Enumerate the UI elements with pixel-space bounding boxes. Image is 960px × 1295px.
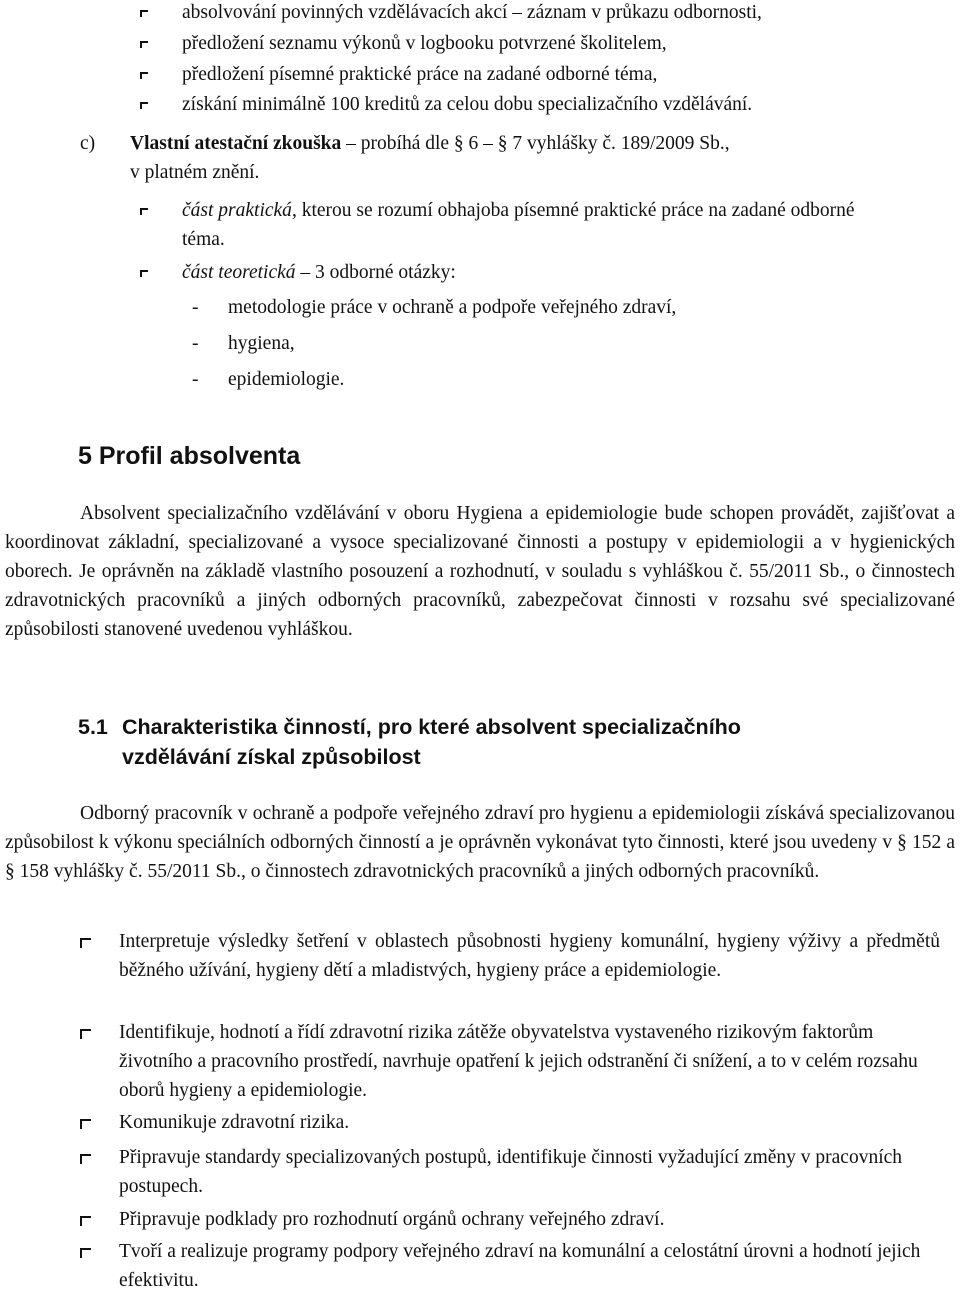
item-title: Vlastní atestační zkouška	[130, 133, 342, 154]
bullet-marker-icon	[140, 41, 148, 48]
item-label: c)	[80, 133, 96, 154]
dash-list-item: - hygiena,	[192, 333, 295, 354]
list-item: část teoretická – 3 odborné otázky:	[140, 258, 900, 287]
list-item: část praktická, kterou se rozumí obhajoba písemné praktické práce na zadané odborné téma.	[140, 196, 900, 254]
bullet-marker-icon	[80, 938, 91, 948]
bullet-marker-icon	[140, 270, 148, 277]
list-item: získání minimálně 100 kreditů za celou dobu specializačního vzdělávání.	[140, 90, 940, 119]
list-item: Připravuje podklady pro rozhodnutí orgánů ochrany veřejného zdraví.	[80, 1205, 940, 1234]
exam-item-c-line2: v platném znění.	[130, 162, 260, 183]
list-item: Tvoří a realizuje programy podpory veřejného zdraví na komunální a celostátní úrovni a hodnotí jejich efektivitu.	[80, 1237, 940, 1295]
list-item: Komunikuje zdravotní rizika.	[80, 1108, 940, 1137]
section-paragraph: Absolvent specializačního vzdělávání v oboru Hygiena a epidemiologie bude schopen provádět, zajišťovat a koordinovat základní, specializované a vysoce specializované činnosti a postupy v epidemiologii a v hygienických oborech. Je oprávněn na základě vlastního posouzení a rozhodnutí, v souladu s vyhláškou č. 55/2011 Sb., o činnostech zdravotnických pracovníků a jiných odborných pracovníků, zabezpečovat činnosti v rozsahu své specializované způsobilosti stanovené uvedenou vyhláškou.	[5, 503, 955, 640]
bullet-marker-icon	[140, 10, 148, 17]
bullet-marker-icon	[80, 1029, 91, 1039]
list-item: předložení písemné praktické práce na zadané odborné téma,	[140, 60, 940, 89]
subsection-paragraph: Odborný pracovník v ochraně a podpoře veřejného zdraví pro hygienu a epidemiologii získává specializovanou způsobilost k výkonu speciálních odborných činností a je oprávněn vykonávat tyto činnosti, které jsou uvedeny v § 152 a § 158 vyhlášky č. 55/2011 Sb., o činnostech zdravotnických pracovníků a jiných odborných pracovníků.	[5, 803, 955, 882]
list-item: Připravuje standardy specializovaných postupů, identifikuje činnosti vyžadující změny v pracovních postupech.	[80, 1143, 940, 1201]
subsection-heading: 5.1 Charakteristika činností, pro které absolvent specializačního vzdělávání získal způsobilost	[78, 715, 741, 769]
bullet-marker-icon	[140, 102, 148, 109]
bullet-marker-icon	[80, 1154, 91, 1164]
bullet-marker-icon	[80, 1216, 91, 1226]
list-item: předložení seznamu výkonů v logbooku potvrzené školitelem,	[140, 29, 940, 58]
list-item: absolvování povinných vzdělávacích akcí – záznam v průkazu odbornosti,	[140, 0, 940, 27]
bullet-marker-icon	[140, 208, 148, 215]
bullet-marker-icon	[140, 72, 148, 79]
dash-list-item: - metodologie práce v ochraně a podpoře veřejného zdraví,	[192, 297, 677, 318]
bullet-marker-icon	[80, 1248, 91, 1258]
exam-item-c	[80, 129, 920, 158]
dash-list-item: - epidemiologie.	[192, 369, 345, 390]
bullet-marker-icon	[80, 1119, 91, 1129]
item-text: – probíhá dle § 6 – § 7 vyhlášky č. 189/2009 Sb.,	[341, 133, 730, 154]
list-item: Interpretuje výsledky šetření v oblastech působnosti hygieny komunální, hygieny výživy a předmětů běžného užívání, hygieny dětí a mladistvých, hygieny práce a epidemiologie.	[80, 927, 940, 985]
section-heading: 5 Profil absolventa	[78, 442, 301, 470]
list-item: Identifikuje, hodnotí a řídí zdravotní rizika zátěže obyvatelstva vystaveného rizikovým faktorům životního a pracovního prostředí, navrhuje opatření k jejich odstranění či snížení, a to v celém rozsahu oborů hygieny a epidemiologie.	[80, 1018, 940, 1105]
